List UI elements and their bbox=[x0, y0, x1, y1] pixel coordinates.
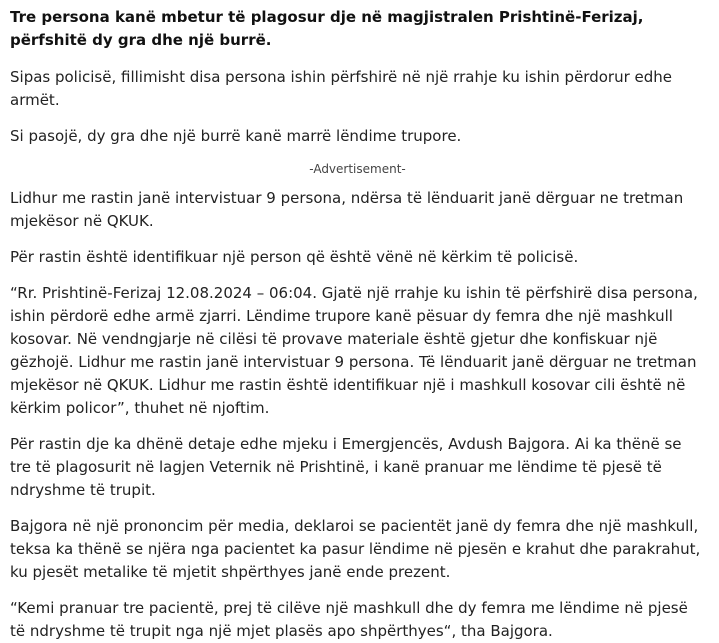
article-paragraph: Për rastin dje ka dhënë detaje edhe mjeku i Emergjencës, Avdush Bajgora. Ai ka thënë se tre të plagosurit në lagjen Veternik në Prishtinë, i kanë pranuar me lëndime të pjesë të ndryshme të trupit. bbox=[10, 435, 682, 499]
police-statement-quote: “Rr. Prishtinë-Ferizaj 12.08.2024 – 06:04. Gjatë një rrahje ku ishin të përfshirë disa persona, ishin përdorë edhe armë zjarri. Lëndime trupore kanë pësuar dy femra dhe një mashkull kosovar. Në vendngjarje në cilësi të provave materiale është gjetur dhe konfiskuar një gëzhojë. Lidhur me rastin janë intervistuar 9 persona. Të lënduarit janë dërguar ne tretman mjekësor në QKUK. Lidhur me rastin është identifikuar një i mashkull kosovar cili është në kërkim policor”, thuhet në njoftim. bbox=[10, 284, 698, 417]
article-paragraph: Bajgora në një prononcim për media, deklaroi se pacientët janë dy femra dhe një mashkull, teksa ka thënë se njëra nga pacientet ka pasur lëndime në pjesën e krahut dhe parakrahut, ku pjesët metalike të mjetit shpërthyes janë ende prezent. bbox=[10, 517, 701, 581]
article-paragraph: Si pasojë, dy gra dhe një burrë kanë marrë lëndime trupore. bbox=[10, 127, 462, 145]
article-paragraph: Lidhur me rastin janë intervistuar 9 persona, ndërsa të lënduarit janë dërguar ne tretman mjekësor në QKUK. bbox=[10, 189, 684, 230]
article-paragraph: Për rastin është identifikuar një person që është vënë në kërkim të policisë. bbox=[10, 248, 579, 266]
article-paragraph: Sipas policisë, fillimisht disa persona ishin përfshirë në një rrahje ku ishin përdorur edhe armët. bbox=[10, 68, 672, 109]
doctor-quote: “Kemi pranuar tre pacientë, prej të cilëve një mashkull dhe dy femra me lëndime në pjesë të ndryshme të trupit nga një mjet plasës apo shpërthyes“, tha Bajgora. bbox=[10, 599, 688, 640]
advertisement-label: -Advertisement- bbox=[309, 162, 406, 176]
article-headline: Tre persona kanë mbetur të plagosur dje në magjistralen Prishtinë-Ferizaj, përfshitë dy gra dhe një burrë. bbox=[10, 8, 644, 49]
